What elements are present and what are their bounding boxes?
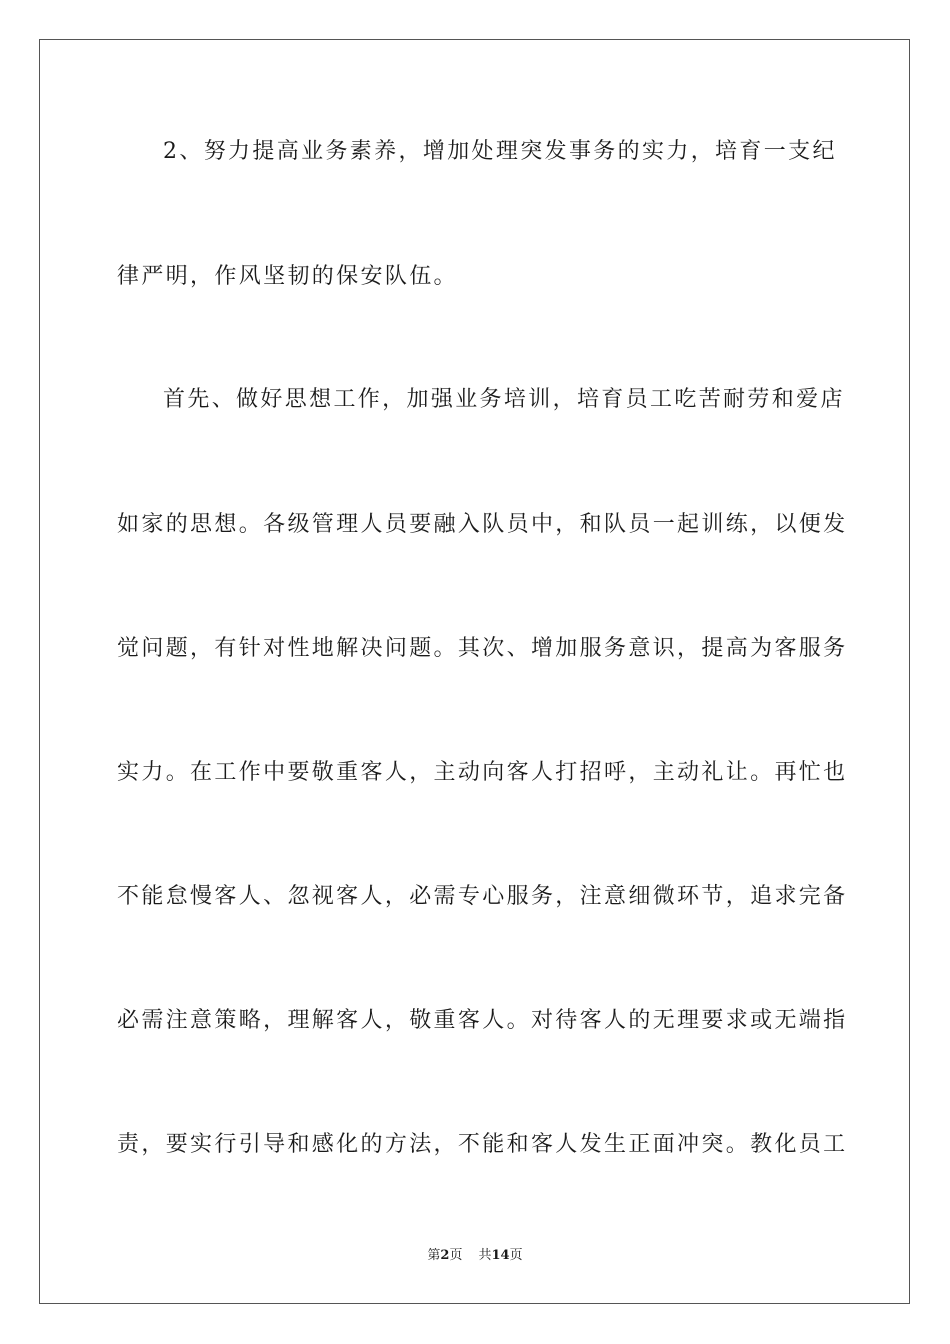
page-number-suffix: 页 bbox=[449, 1248, 463, 1263]
total-pages-prefix: 共 bbox=[478, 1248, 492, 1263]
body-text-line: 律严明，作风坚韧的保安队伍。 bbox=[117, 264, 458, 289]
body-text-line: 不能怠慢客人、忽视客人，必需专心服务，注意细微环节，追求完备 bbox=[117, 884, 848, 909]
body-text-line: 觉问题，有针对性地解决问题。其次、增加服务意识，提高为客服务 bbox=[117, 636, 848, 661]
current-page-number: 2 bbox=[440, 1248, 450, 1263]
body-text-line: 首先、做好思想工作，加强业务培训，培育员工吃苦耐劳和爱店 bbox=[163, 387, 845, 412]
total-page-count: 14 bbox=[491, 1248, 510, 1263]
body-text-line: 实力。在工作中要敬重客人，主动向客人打招呼，主动礼让。再忙也 bbox=[117, 760, 848, 785]
body-text-line: 如家的思想。各级管理人员要融入队员中，和队员一起训练，以便发 bbox=[117, 512, 848, 537]
page-footer bbox=[0, 1246, 950, 1266]
body-text-line: 2、努力提高业务素养，增加处理突发事务的实力，培育一支纪 bbox=[163, 139, 837, 164]
page-number-prefix: 第 bbox=[427, 1248, 441, 1263]
page-border bbox=[39, 39, 910, 1304]
body-text-line: 责，要实行引导和感化的方法，不能和客人发生正面冲突。教化员工 bbox=[117, 1132, 848, 1157]
body-text-line: 必需注意策略，理解客人，敬重客人。对待客人的无理要求或无端指 bbox=[117, 1008, 848, 1033]
total-pages-suffix: 页 bbox=[509, 1248, 523, 1263]
